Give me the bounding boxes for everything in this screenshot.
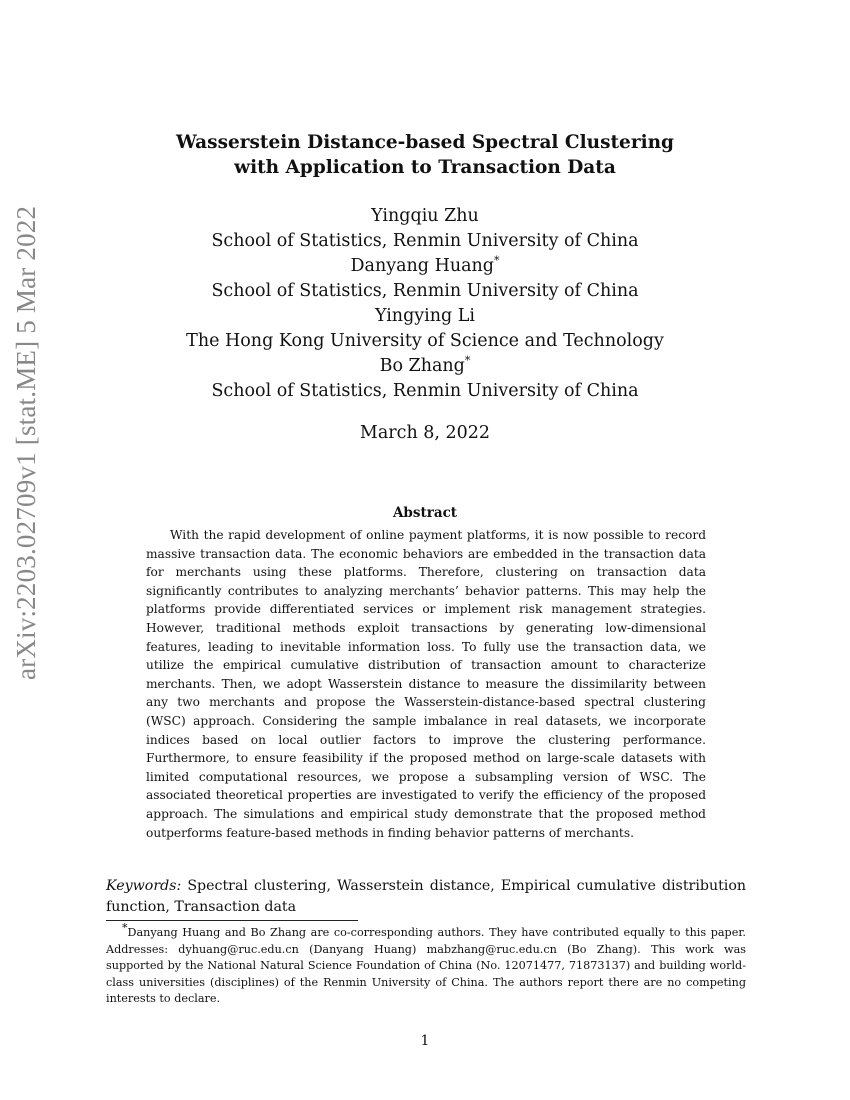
abstract-text: With the rapid development of online payment platforms, it is now possible to record massive transaction data. The economic behaviors are embedded in the transaction data for merchants using these platforms. Therefore, clustering on transaction data significantly contributes to analyzing merchants’ behavior patterns. This may help the platforms provide differentiated services or implement risk management strategies. However, traditional methods exploit transactions by generating low-dimensional features, leading to inevitable information loss. To fully use the transaction data, we utilize the empirical cumulative distribution of transaction amount to characterize merchants. Then, we adopt Wasserstein distance to measure the dissimilarity between any two merchants and propose the Wasserstein-distance-based spectral clustering (WSC) approach. Considering the sample imbalance in real datasets, we incorporate indices based on local outlier factors to improve the clustering performance. Furthermore, to ensure feasibility if the proposed method on large-scale datasets with limited computational resources, we propose a subsampling version of WSC. The associated theoretical properties are investigated to verify the efficiency of the proposed approach. The simulations and empirical study demonstrate that the proposed method outperforms feature-based methods in finding behavior patterns of merchants. (146, 528, 706, 840)
author-affiliation: School of Statistics, Renmin University of China (211, 281, 639, 301)
keywords-section (106, 876, 746, 918)
title-line-2: with Application to Transaction Data (234, 157, 616, 178)
keywords-text: Spectral clustering, Wasserstein distance, Empirical cumulative distribution function, Transaction data (106, 878, 746, 915)
footnote (106, 921, 746, 1008)
page-number: 1 (420, 1033, 430, 1049)
corresponding-mark: * (494, 254, 500, 268)
abstract-heading: Abstract (392, 505, 458, 521)
author-name: Yingqiu Zhu (371, 206, 479, 226)
keywords-label: Keywords: (106, 878, 182, 894)
footnote-divider (106, 920, 358, 921)
author-affiliation: School of Statistics, Renmin University of China (211, 231, 639, 251)
paper-title (140, 130, 710, 180)
title-line-1: Wasserstein Distance-based Spectral Clustering (176, 132, 674, 153)
corresponding-mark: * (464, 354, 471, 368)
author-name: Danyang Huang* (350, 254, 500, 276)
author-block (140, 204, 710, 404)
author-name: Bo Zhang* (379, 354, 471, 376)
arxiv-identifier-stamp[interactable]: arXiv:2203.02709v1 [stat.ME] 5 Mar 2022 (11, 205, 41, 680)
author-name: Yingying Li (374, 306, 476, 326)
footnote-mark: * (122, 921, 128, 935)
publication-date: March 8, 2022 (359, 423, 491, 443)
author-affiliation: The Hong Kong University of Science and Technology (186, 331, 664, 351)
author-affiliation: School of Statistics, Renmin University of China (211, 381, 639, 401)
footnote-text: Danyang Huang and Bo Zhang are co-corresponding authors. They have contributed equally to this paper. Addresses: dyhuang@ruc.edu.cn (Danyang Huang) mabzhang@ruc.edu.cn (Bo Zhang). This work was supported by the National Natural Science Foundation of China (No. 12071477, 71873137) and building world-class universities (disciplines) of the Renmin University of China. The authors report there are no competing interests to declare. (106, 926, 746, 1006)
